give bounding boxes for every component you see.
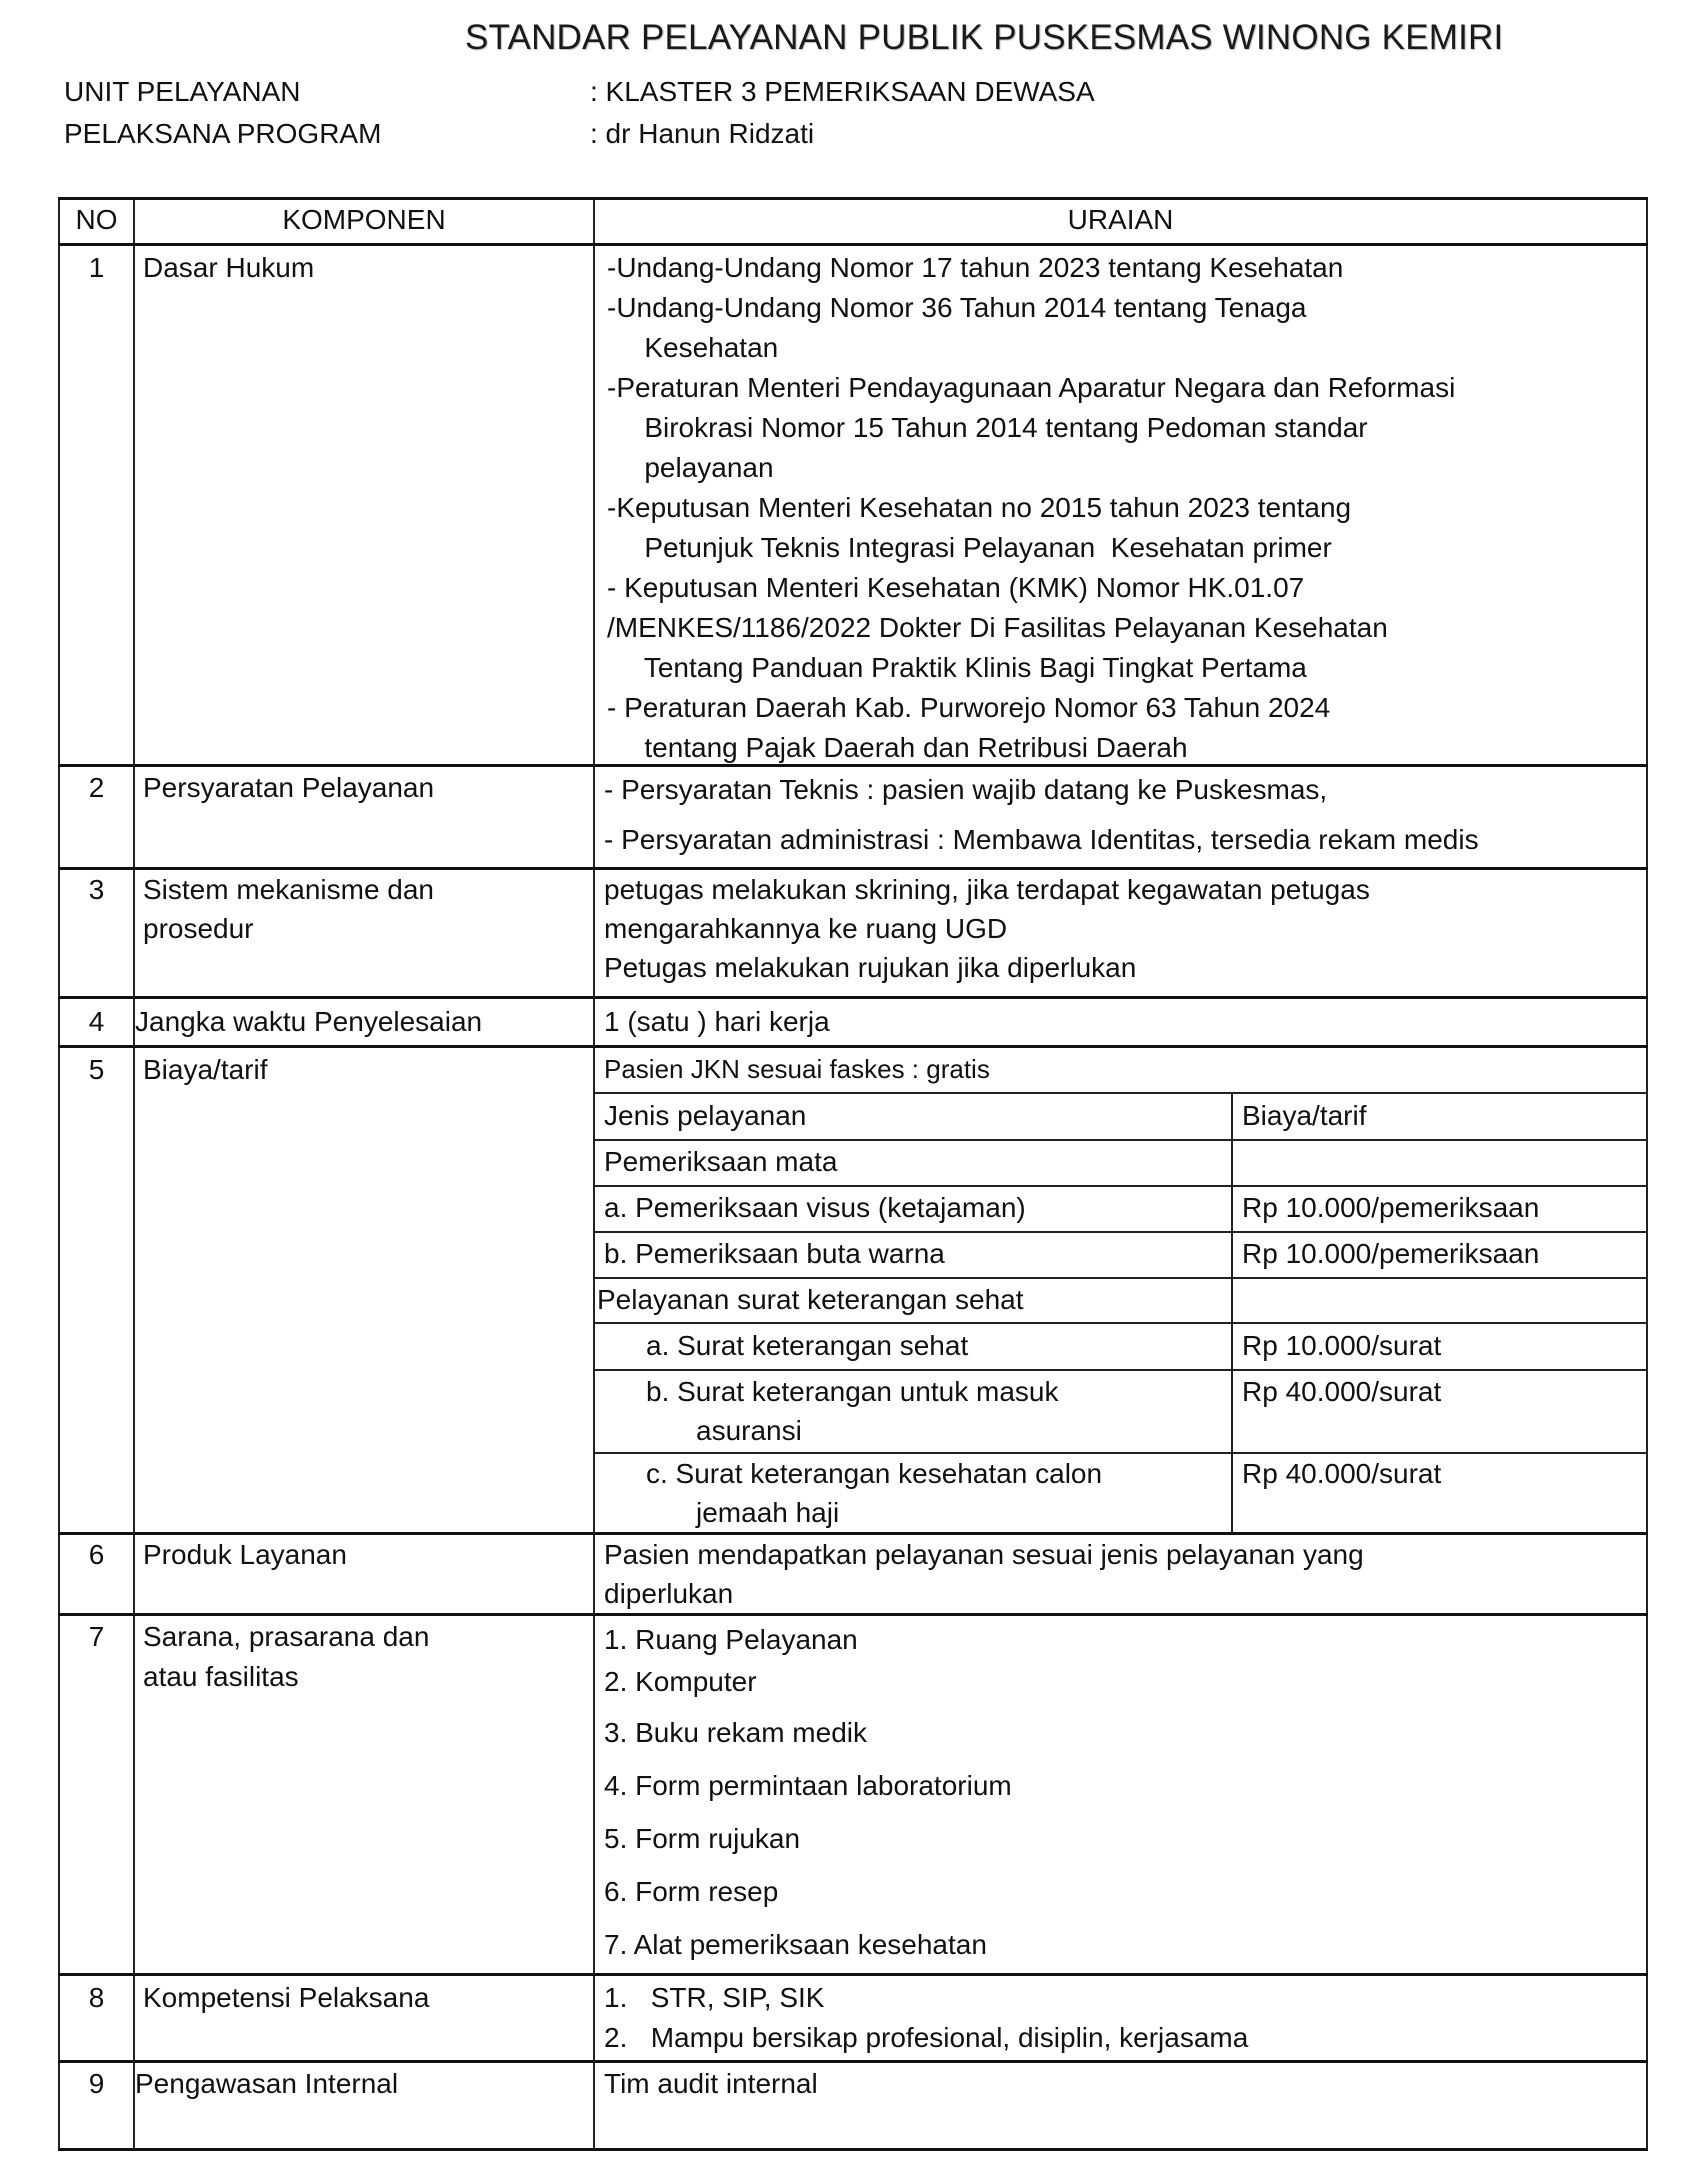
row-number: 3	[88, 874, 105, 905]
uraian-line: Petunjuk Teknis Integrasi Pelayanan Kesehatan primer	[621, 532, 1332, 563]
row-divider	[58, 1045, 1648, 1048]
tariff-divider	[595, 1092, 1646, 1094]
unit-pelayanan-value: : KLASTER 3 PEMERIKSAAN DEWASA	[590, 76, 1095, 107]
tariff-service: asuransi	[696, 1415, 802, 1446]
facility-item: 2. Komputer	[604, 1666, 757, 1697]
uraian-line: Petugas melakukan rujukan jika diperlukan	[604, 952, 1137, 983]
uraian-line: 1 (satu ) hari kerja	[604, 1006, 830, 1037]
competency-item: 1. STR, SIP, SIK	[604, 1982, 825, 2013]
uraian-line: Tim audit internal	[604, 2068, 818, 2099]
tariff-price: Rp 40.000/surat	[1242, 1458, 1442, 1489]
uraian-line: - Persyaratan Teknis : pasien wajib datang ke Puskesmas,	[604, 774, 1328, 805]
pelaksana-program-value: : dr Hanun Ridzati	[590, 118, 815, 149]
facility-item: 3. Buku rekam medik	[604, 1717, 867, 1748]
row-komponen: Produk Layanan	[143, 1539, 347, 1570]
header-komponen: KOMPONEN	[282, 204, 446, 235]
column-divider-komponen	[593, 197, 595, 2150]
competency-item: 2. Mampu bersikap profesional, disiplin, kerjasama	[604, 2022, 1249, 2053]
facility-item: 5. Form rujukan	[604, 1823, 801, 1854]
row-number: 1	[88, 252, 105, 283]
row-divider	[58, 243, 1648, 246]
row-komponen: Pengawasan Internal	[135, 2068, 399, 2099]
tariff-service: jemaah haji	[696, 1497, 840, 1528]
uraian-line: mengarahkannya ke ruang UGD	[604, 913, 1008, 944]
document-title: STANDAR PELAYANAN PUBLIK PUSKESMAS WINONG KEMIRI	[465, 18, 1504, 57]
row-komponen: Kompetensi Pelaksana	[143, 1982, 430, 2013]
row-uraian	[607, 248, 1455, 768]
tariff-service: b. Pemeriksaan buta warna	[604, 1238, 945, 1269]
tariff-service: Pelayanan surat keterangan sehat	[597, 1284, 1024, 1315]
tariff-column-divider	[1231, 1092, 1233, 1533]
table-border-bottom	[58, 2148, 1648, 2151]
row-number: 4	[88, 1006, 105, 1037]
row-komponen: Sarana, prasarana dan	[143, 1621, 430, 1652]
uraian-line: - Keputusan Menteri Kesehatan (KMK) Nomor HK.01.07	[607, 572, 1305, 603]
tariff-price: Rp 40.000/surat	[1242, 1376, 1442, 1407]
uraian-line: tentang Pajak Daerah dan Retribusi Daerah	[621, 732, 1188, 763]
tariff-service: Pemeriksaan mata	[604, 1146, 838, 1177]
tariff-divider	[595, 1322, 1646, 1324]
uraian-line: -Keputusan Menteri Kesehatan no 2015 tahun 2023 tentang	[607, 492, 1352, 523]
facility-item: 4. Form permintaan laboratorium	[604, 1770, 1012, 1801]
unit-pelayanan-label: UNIT PELAYANAN	[64, 76, 301, 107]
tariff-divider	[595, 1139, 1646, 1141]
jkn-note: Pasien JKN sesuai faskes : gratis	[604, 1054, 990, 1084]
uraian-line: diperlukan	[604, 1578, 734, 1609]
row-number: 7	[88, 1621, 105, 1652]
uraian-line: pelayanan	[621, 452, 774, 483]
header-no: NO	[75, 204, 118, 235]
facility-item: 1. Ruang Pelayanan	[604, 1624, 858, 1655]
uraian-line: -Peraturan Menteri Pendayagunaan Aparatur Negara dan Reformasi	[607, 372, 1456, 403]
uraian-line: -Undang-Undang Nomor 17 tahun 2023 tentang Kesehatan	[607, 252, 1344, 283]
row-number: 6	[88, 1539, 105, 1570]
row-divider	[58, 996, 1648, 999]
uraian-line: Birokrasi Nomor 15 Tahun 2014 tentang Pedoman standar	[621, 412, 1368, 443]
tariff-price: Rp 10.000/pemeriksaan	[1242, 1192, 1540, 1223]
tariff-header-price: Biaya/tarif	[1242, 1100, 1367, 1131]
uraian-line: - Peraturan Daerah Kab. Purworejo Nomor 63 Tahun 2024	[607, 692, 1331, 723]
row-divider	[58, 2060, 1648, 2063]
tariff-price: Rp 10.000/surat	[1242, 1330, 1442, 1361]
tariff-header-service: Jenis pelayanan	[604, 1100, 807, 1131]
row-number: 2	[88, 772, 105, 803]
pelaksana-program-label: PELAKSANA PROGRAM	[64, 118, 382, 149]
uraian-line: /MENKES/1186/2022 Dokter Di Fasilitas Pelayanan Kesehatan	[607, 612, 1388, 643]
row-komponen: Persyaratan Pelayanan	[143, 772, 435, 803]
facility-item: 6. Form resep	[604, 1876, 779, 1907]
tariff-service: b. Surat keterangan untuk masuk	[646, 1376, 1059, 1407]
table-border-right	[1646, 197, 1648, 2150]
row-komponen: Biaya/tarif	[143, 1054, 268, 1085]
row-komponen: Jangka waktu Penyelesaian	[135, 1006, 483, 1037]
tariff-price: Rp 10.000/pemeriksaan	[1242, 1238, 1540, 1269]
uraian-line: Kesehatan	[621, 332, 779, 363]
tariff-service: c. Surat keterangan kesehatan calon	[646, 1458, 1103, 1489]
row-number: 5	[88, 1054, 105, 1085]
uraian-line: Pasien mendapatkan pelayanan sesuai jenis pelayanan yang	[604, 1539, 1364, 1570]
row-komponen: Dasar Hukum	[143, 252, 315, 283]
row-number: 9	[88, 2068, 105, 2099]
row-komponen: atau fasilitas	[143, 1661, 299, 1692]
tariff-divider	[595, 1185, 1646, 1187]
tariff-divider	[595, 1277, 1646, 1279]
table-border-left	[58, 197, 60, 2150]
row-komponen: Sistem mekanisme dan	[143, 874, 435, 905]
tariff-divider	[595, 1369, 1646, 1371]
row-divider	[58, 1973, 1648, 1976]
tariff-service: a. Surat keterangan sehat	[646, 1330, 969, 1361]
uraian-line: Tentang Panduan Praktik Klinis Bagi Tingkat Pertama	[621, 652, 1307, 683]
row-number: 8	[88, 1982, 105, 2013]
row-divider	[58, 1613, 1648, 1616]
uraian-line: -Undang-Undang Nomor 36 Tahun 2014 tentang Tenaga	[607, 292, 1307, 323]
tariff-divider	[595, 1231, 1646, 1233]
tariff-service: a. Pemeriksaan visus (ketajaman)	[604, 1192, 1026, 1223]
uraian-line: petugas melakukan skrining, jika terdapat kegawatan petugas	[604, 874, 1370, 905]
row-komponen: prosedur	[143, 913, 254, 944]
header-uraian: URAIAN	[1067, 204, 1174, 235]
column-divider-no	[133, 197, 135, 2150]
facility-item: 7. Alat pemeriksaan kesehatan	[604, 1929, 987, 1960]
uraian-line: - Persyaratan administrasi : Membawa Identitas, tersedia rekam medis	[604, 824, 1479, 855]
